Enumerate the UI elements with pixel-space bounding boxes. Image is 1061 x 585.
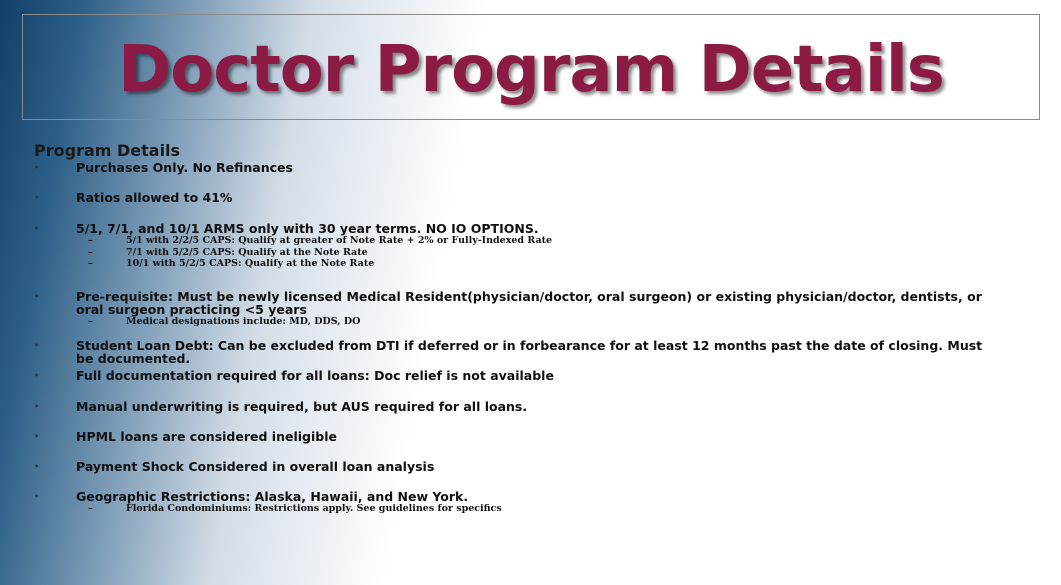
sub-bullet-item — [88, 247, 1044, 259]
bullet-item — [34, 290, 1044, 328]
bullet-text: Payment Shock Considered in overall loan analysis — [76, 459, 435, 474]
bullet-text: Manual underwriting is required, but AUS required for all loans. — [76, 399, 528, 414]
bullet-icon: • — [34, 462, 40, 471]
bullet-text: 5/1, 7/1, and 10/1 ARMS only with 30 year terms. NO IO OPTIONS. — [76, 221, 539, 236]
sub-bullet-text: 7/1 with 5/2/5 CAPS: Qualify at the Note Rate — [126, 246, 368, 258]
bullet-text: Ratios allowed to 41% — [76, 190, 233, 205]
section-heading: Program Details — [34, 141, 181, 160]
sub-bullet-item — [88, 258, 1044, 270]
bullet-item — [34, 460, 1044, 473]
sub-bullet-text: Medical designations include: MD, DDS, DO — [126, 316, 361, 327]
bullet-item — [34, 400, 1044, 413]
bullet-icon: • — [34, 224, 40, 233]
dash-icon: – — [88, 503, 93, 514]
bullet-item — [34, 339, 1044, 365]
sub-bullet-item — [88, 235, 1044, 247]
bullet-item — [34, 161, 1044, 174]
sub-bullet-text: Florida Condominiums: Restrictions apply. See guidelines for specifics — [126, 503, 502, 514]
dash-icon: – — [88, 316, 93, 327]
bullet-icon: • — [34, 292, 40, 301]
dash-icon: – — [88, 235, 93, 246]
bullet-text: HPML loans are considered ineligible — [76, 429, 337, 444]
bullet-text: Full documentation required for all loans: Doc relief is not available — [76, 368, 554, 383]
sub-bullet-text: 10/1 with 5/2/5 CAPS: Qualify at the Note Rate — [126, 258, 375, 269]
bullet-item — [34, 369, 1044, 382]
bullet-icon: • — [34, 193, 40, 202]
bullet-item — [34, 430, 1044, 443]
bullet-text: Geographic Restrictions: Alaska, Hawaii, and New York. — [76, 489, 469, 504]
sub-bullet-item — [88, 503, 1044, 515]
bullet-item — [34, 222, 1044, 270]
slide-title: Doctor Program Details — [118, 33, 944, 107]
bullet-text: Student Loan Debt: Can be excluded from DTI if deferred or in forbearance for at least 12 months past the date of closing. Must be documented. — [76, 338, 983, 366]
title-box — [22, 14, 1040, 120]
sub-bullet-text: 5/1 with 2/2/5 CAPS: Qualify at greater of Note Rate + 2% or Fully-Indexed Rate — [126, 235, 553, 246]
dash-icon: – — [88, 258, 93, 269]
bullet-icon: • — [34, 371, 40, 380]
slide-content — [34, 141, 1044, 514]
bullet-icon: • — [34, 432, 40, 441]
bullet-icon: • — [34, 402, 40, 411]
sub-bullet-item — [88, 316, 1044, 328]
bullet-text: Purchases Only. No Refinances — [76, 160, 293, 175]
bullet-item — [34, 191, 1044, 204]
bullet-icon: • — [34, 163, 40, 172]
dash-icon: – — [88, 246, 93, 258]
bullet-icon: • — [34, 341, 40, 350]
bullet-item — [34, 490, 1044, 515]
bullet-text: Pre-requisite: Must be newly licensed Medical Resident(physician/doctor, oral surgeon) or existing physician/doctor, dentists, or oral surgeon practicing <5 years — [76, 289, 982, 317]
bullet-icon: • — [34, 492, 40, 501]
